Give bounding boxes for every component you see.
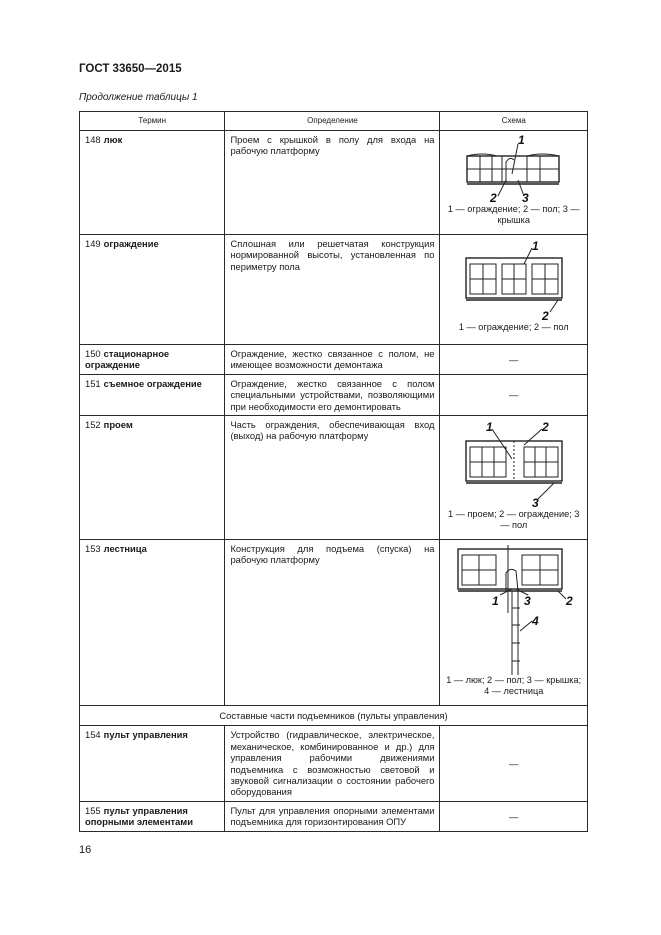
term-name: лестница bbox=[103, 543, 147, 555]
term-name: ограждение bbox=[103, 238, 159, 249]
scheme-label: 3 bbox=[523, 594, 531, 609]
term-name: люк bbox=[103, 134, 123, 145]
section-row bbox=[80, 706, 588, 726]
term-number: 148 bbox=[85, 134, 101, 145]
ladder-diagram bbox=[448, 543, 580, 675]
table-row bbox=[80, 345, 588, 375]
term-cell bbox=[80, 416, 225, 540]
scheme-cell: — bbox=[440, 726, 588, 801]
scheme-legend: 1 — проем; 2 — ограждение; 3 — пол bbox=[448, 509, 580, 531]
table-row bbox=[80, 540, 588, 706]
table-row bbox=[80, 801, 588, 831]
term-name: пульт управления bbox=[103, 729, 188, 741]
term-cell bbox=[80, 726, 225, 801]
scheme-cell: — bbox=[440, 801, 588, 831]
scheme-label: 4 bbox=[531, 614, 539, 629]
term-number: 149 bbox=[85, 238, 101, 249]
page-number: 16 bbox=[79, 844, 92, 856]
term-number: 155 bbox=[85, 804, 101, 816]
scheme-label: 2 bbox=[541, 420, 549, 435]
term-cell bbox=[80, 540, 225, 706]
scheme-legend: 1 — ограждение; 2 — пол; 3 — крышка bbox=[447, 204, 580, 225]
definition-cell: Устройство (гидравлическое, электрическое, механическое, комбинированное и др.) для управления рабочими движениями подъемника с возможностью световой и звуковой сигнализации о состоянии рабочего оборудования bbox=[225, 726, 440, 801]
terms-table bbox=[79, 111, 588, 832]
definition-cell: Ограждение, жестко связанное с полом специальными устройствами, позволяющими при необходимости его демонтировать bbox=[225, 374, 440, 415]
term-number: 154 bbox=[85, 729, 101, 741]
scheme-label: 1 bbox=[531, 239, 539, 253]
scheme-label: 1 bbox=[517, 134, 525, 147]
scheme-cell bbox=[440, 131, 588, 235]
scheme-cell bbox=[440, 235, 588, 345]
section-title: Составные части подъемников (пульты управления) bbox=[80, 706, 588, 726]
column-header-scheme: Схема bbox=[440, 112, 588, 131]
hatch-diagram bbox=[462, 134, 566, 204]
definition-cell: Пульт для управления опорными элементами подъемника для горизонтирования ОПУ bbox=[225, 801, 440, 831]
term-cell bbox=[80, 131, 225, 235]
term-name: стационарное ограждение bbox=[85, 348, 170, 371]
term-number: 151 bbox=[85, 377, 101, 389]
definition-cell: Ограждение, жестко связанное с полом, не имеющее возможности демонтажа bbox=[225, 345, 440, 375]
scheme-label: 2 bbox=[565, 594, 573, 609]
scheme-legend: 1 — люк; 2 — пол; 3 — крышка; 4 — лестница bbox=[446, 675, 582, 697]
definition-cell: Сплошная или решетчатая конструкция нормированной высоты, установленная по периметру пола bbox=[225, 235, 440, 345]
scheme-cell: — bbox=[440, 374, 588, 415]
column-header-definition: Определение bbox=[225, 112, 440, 131]
term-name: проем bbox=[103, 419, 133, 431]
term-cell bbox=[80, 345, 225, 375]
term-number: 152 bbox=[85, 419, 101, 431]
opening-diagram bbox=[462, 419, 566, 509]
scheme-label: 3 bbox=[521, 191, 529, 204]
scheme-label: 3 bbox=[531, 496, 539, 510]
railing-diagram bbox=[462, 238, 566, 322]
scheme-label: 2 bbox=[541, 309, 549, 322]
document-standard-header: ГОСТ 33650—2015 bbox=[79, 63, 182, 75]
term-name: съемное ограждение bbox=[103, 377, 202, 389]
scheme-cell bbox=[440, 540, 588, 706]
term-number: 153 bbox=[85, 543, 101, 555]
column-header-term: Термин bbox=[80, 112, 225, 131]
scheme-label: 1 bbox=[491, 594, 499, 609]
term-cell bbox=[80, 374, 225, 415]
scheme-label: 2 bbox=[489, 191, 497, 204]
table-row bbox=[80, 131, 588, 235]
scheme-cell: — bbox=[440, 345, 588, 375]
definition-cell: Проем с крышкой в полу для входа на рабочую платформу bbox=[225, 131, 440, 235]
definition-cell: Часть ограждения, обеспечивающая вход (выход) на рабочую платформу bbox=[225, 416, 440, 540]
scheme-legend: 1 — ограждение; 2 — пол bbox=[458, 322, 569, 332]
table-row bbox=[80, 416, 588, 540]
term-cell bbox=[80, 235, 225, 345]
term-number: 150 bbox=[85, 348, 101, 359]
scheme-label: 1 bbox=[485, 420, 493, 435]
table-row bbox=[80, 726, 588, 801]
table-header-row bbox=[80, 112, 588, 131]
definition-cell: Конструкция для подъема (спуска) на рабочую платформу bbox=[225, 540, 440, 706]
term-cell bbox=[80, 801, 225, 831]
term-name: пульт управления опорными элементами bbox=[85, 804, 193, 828]
table-caption: Продолжение таблицы 1 bbox=[79, 92, 198, 103]
table-row bbox=[80, 374, 588, 415]
table-row bbox=[80, 235, 588, 345]
scheme-cell bbox=[440, 416, 588, 540]
